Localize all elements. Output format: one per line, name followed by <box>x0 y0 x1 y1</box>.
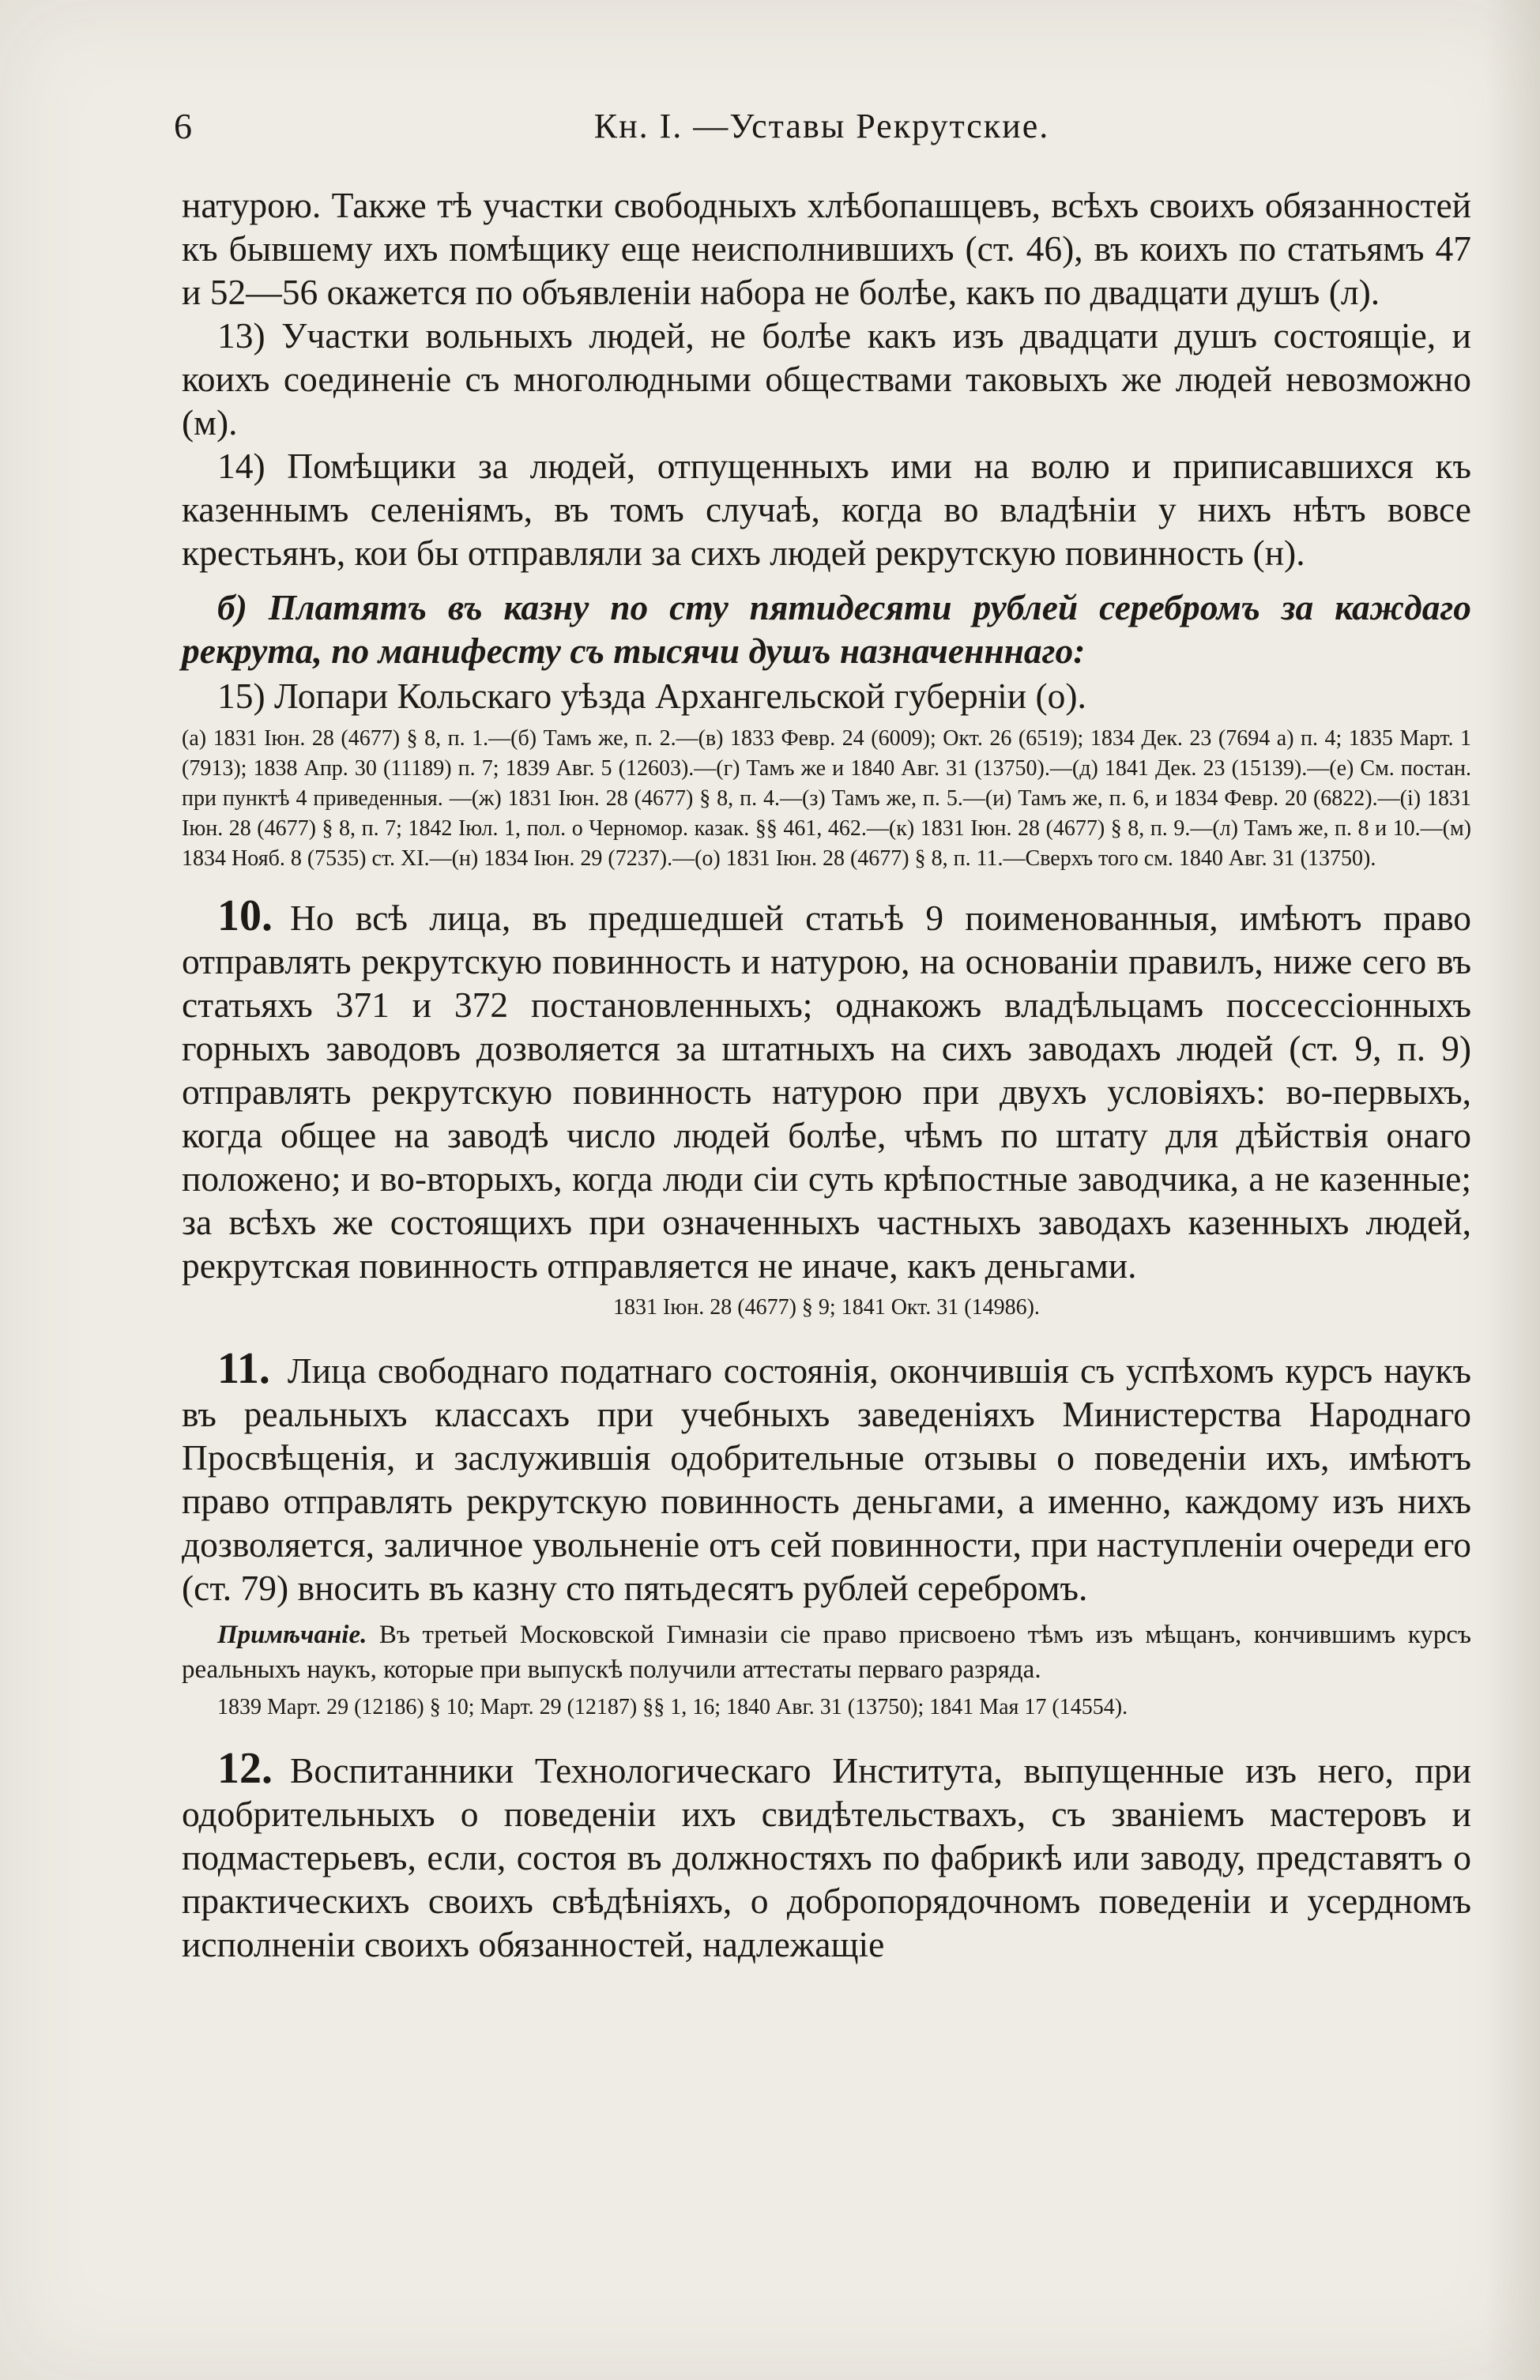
subheading-b: б) Платятъ въ казну по сту пятидесяти рублей серебромъ за каждаго рекрута, по манифесту съ тысячи душъ назначенннаго: <box>182 587 1471 671</box>
article-12-number: 12. <box>217 1744 273 1793</box>
article-12 <box>182 1744 1471 1966</box>
article-11-number: 11. <box>217 1344 270 1393</box>
page-number: 6 <box>174 106 192 146</box>
article-12-text: Воспитанники Технологическаго Института, выпущенные изъ него, при одобрительныхъ о поведеніи ихъ свидѣтельствахъ, съ званіемъ мастеровъ и подмастерьевъ, если, состоя въ должностяхъ по фабрикѣ или заводу, представятъ о практическихъ своихъ свѣдѣніяхъ, о добропорядочномъ поведеніи и усердномъ исполненіи своихъ обязанностей, надлежащіе <box>182 1750 1471 1964</box>
list-item-15: 15) Лопари Кольскаго уѣзда Архангельской губерніи (о). <box>217 676 1086 716</box>
paragraph-continued: натурою. Также тѣ участки свободныхъ хлѣбопашцевъ, всѣхъ своихъ обязанностей къ бывшему ихъ помѣщику еще неисполнившихъ (ст. 46), въ коихъ по статьямъ 47 и 52—56 окажется по объявленіи набора не болѣе, какъ по двадцати душъ (л). <box>182 185 1471 312</box>
running-head: Кн. I. —Уставы Рекрутские. <box>593 107 1050 145</box>
article-11 <box>182 1344 1471 1610</box>
page-edge-shadow <box>1485 0 1540 2380</box>
article-10-number: 10. <box>217 891 273 940</box>
note-text: Въ третьей Московской Гимназіи сіе право присвоено тѣмъ изъ мѣщанъ, кончившимъ курсъ реальныхъ наукъ, которые при выпускѣ получили аттестаты перваго разряда. <box>182 1621 1471 1684</box>
page-header <box>174 103 1470 150</box>
list-item-14: 14) Помѣщики за людей, отпущенныхъ ими на волю и приписавшихся къ казеннымъ селеніямъ, въ томъ случаѣ, когда во владѣніи у нихъ нѣтъ вовсе крестьянъ, кои бы отправляли за сихъ людей рекрутскую повинность (н). <box>182 446 1471 573</box>
page-body <box>182 183 1471 1966</box>
note-label: Примѣчаніе. <box>217 1621 367 1649</box>
article-11-text: Лица свободнаго податнаго состоянія, окончившія съ успѣхомъ курсъ наукъ въ реальныхъ классахъ при учебныхъ заведеніяхъ Министерства Народнаго Просвѣщенія, и заслужившія одобрительные отзывы о поведеніи ихъ, имѣютъ право отправлять рекрутскую повинность деньгами, а именно, каждому изъ нихъ дозволяется, заличное увольненіе отъ сей повинности, при наступленіи очереди его (ст. 79) вносить въ казну сто пятьдесятъ рублей серебромъ. <box>182 1350 1471 1608</box>
article-11-note <box>182 1617 1471 1687</box>
references-article-9: (а) 1831 Іюн. 28 (4677) § 8, п. 1.—(б) Тамъ же, п. 2.—(в) 1833 Февр. 24 (6009); Окт. 26 (6519); 1834 Дек. 23 (7694 а) п. 4; 1835 Март. 1 (7913); 1838 Апр. 30 (11189) п. 7; 1839 Авг. 5 (12603).—(г) Тамъ же и 1840 Авг. 31 (13750).—(д) 1841 Дек. 23 (15139).—(е) См. постан. при пунктѣ 4 приведенныя. —(ж) 1831 Іюн. 28 (4677) § 8, п. 4.—(з) Тамъ же, п. 5.—(и) Тамъ же, п. 6, и 1834 Февр. 20 (6822).—(і) 1831 Іюн. 28 (4677) § 8, п. 7; 1842 Іюл. 1, пол. о Черномор. казак. §§ 461, 462.—(к) 1831 Іюн. 28 (4677) § 8, п. 9.—(л) Тамъ же, п. 8 и 10.—(м) 1834 Нояб. 8 (7535) ст. XI.—(н) 1834 Іюн. 29 (7237).—(о) 1831 Іюн. 28 (4677) § 8, п. 11.—Сверхъ того см. 1840 Авг. 31 (13750). <box>182 726 1471 871</box>
article-11-sources: 1839 Март. 29 (12186) § 10; Март. 29 (12187) §§ 1, 16; 1840 Авг. 31 (13750); 1841 Мая 17 (14554). <box>217 1695 1128 1719</box>
article-10-sources: 1831 Іюн. 28 (4677) § 9; 1841 Окт. 31 (14986). <box>613 1295 1040 1320</box>
list-item-13: 13) Участки вольныхъ людей, не болѣе какъ изъ двадцати душъ состоящіе, и коихъ соединеніе съ многолюдными обществами таковыхъ же людей невозможно (м). <box>182 315 1471 442</box>
article-10 <box>182 891 1471 1287</box>
article-10-text: Но всѣ лица, въ предшедшей статьѣ 9 поименованныя, имѣютъ право отправлять рекрутскую повинность и натурою, на основаніи правилъ, ниже сего въ статьяхъ 371 и 372 постановленныхъ; однакожъ владѣльцамъ поссессіонныхъ горныхъ заводовъ дозволяется за штатныхъ на сихъ заводахъ людей (ст. 9, п. 9) отправлять рекрутскую повинность натурою при двухъ условіяхъ: во-первыхъ, когда общее на заводѣ число людей болѣе, чѣмъ по штату для дѣйствія онаго положено; и во-вторыхъ, когда люди сіи суть крѣпостные заводчика, а не казенные; за всѣхъ же состоящихъ при означенныхъ частныхъ заводахъ казенныхъ людей, рекрутская повинность отправляется не иначе, какъ деньгами. <box>182 898 1471 1286</box>
